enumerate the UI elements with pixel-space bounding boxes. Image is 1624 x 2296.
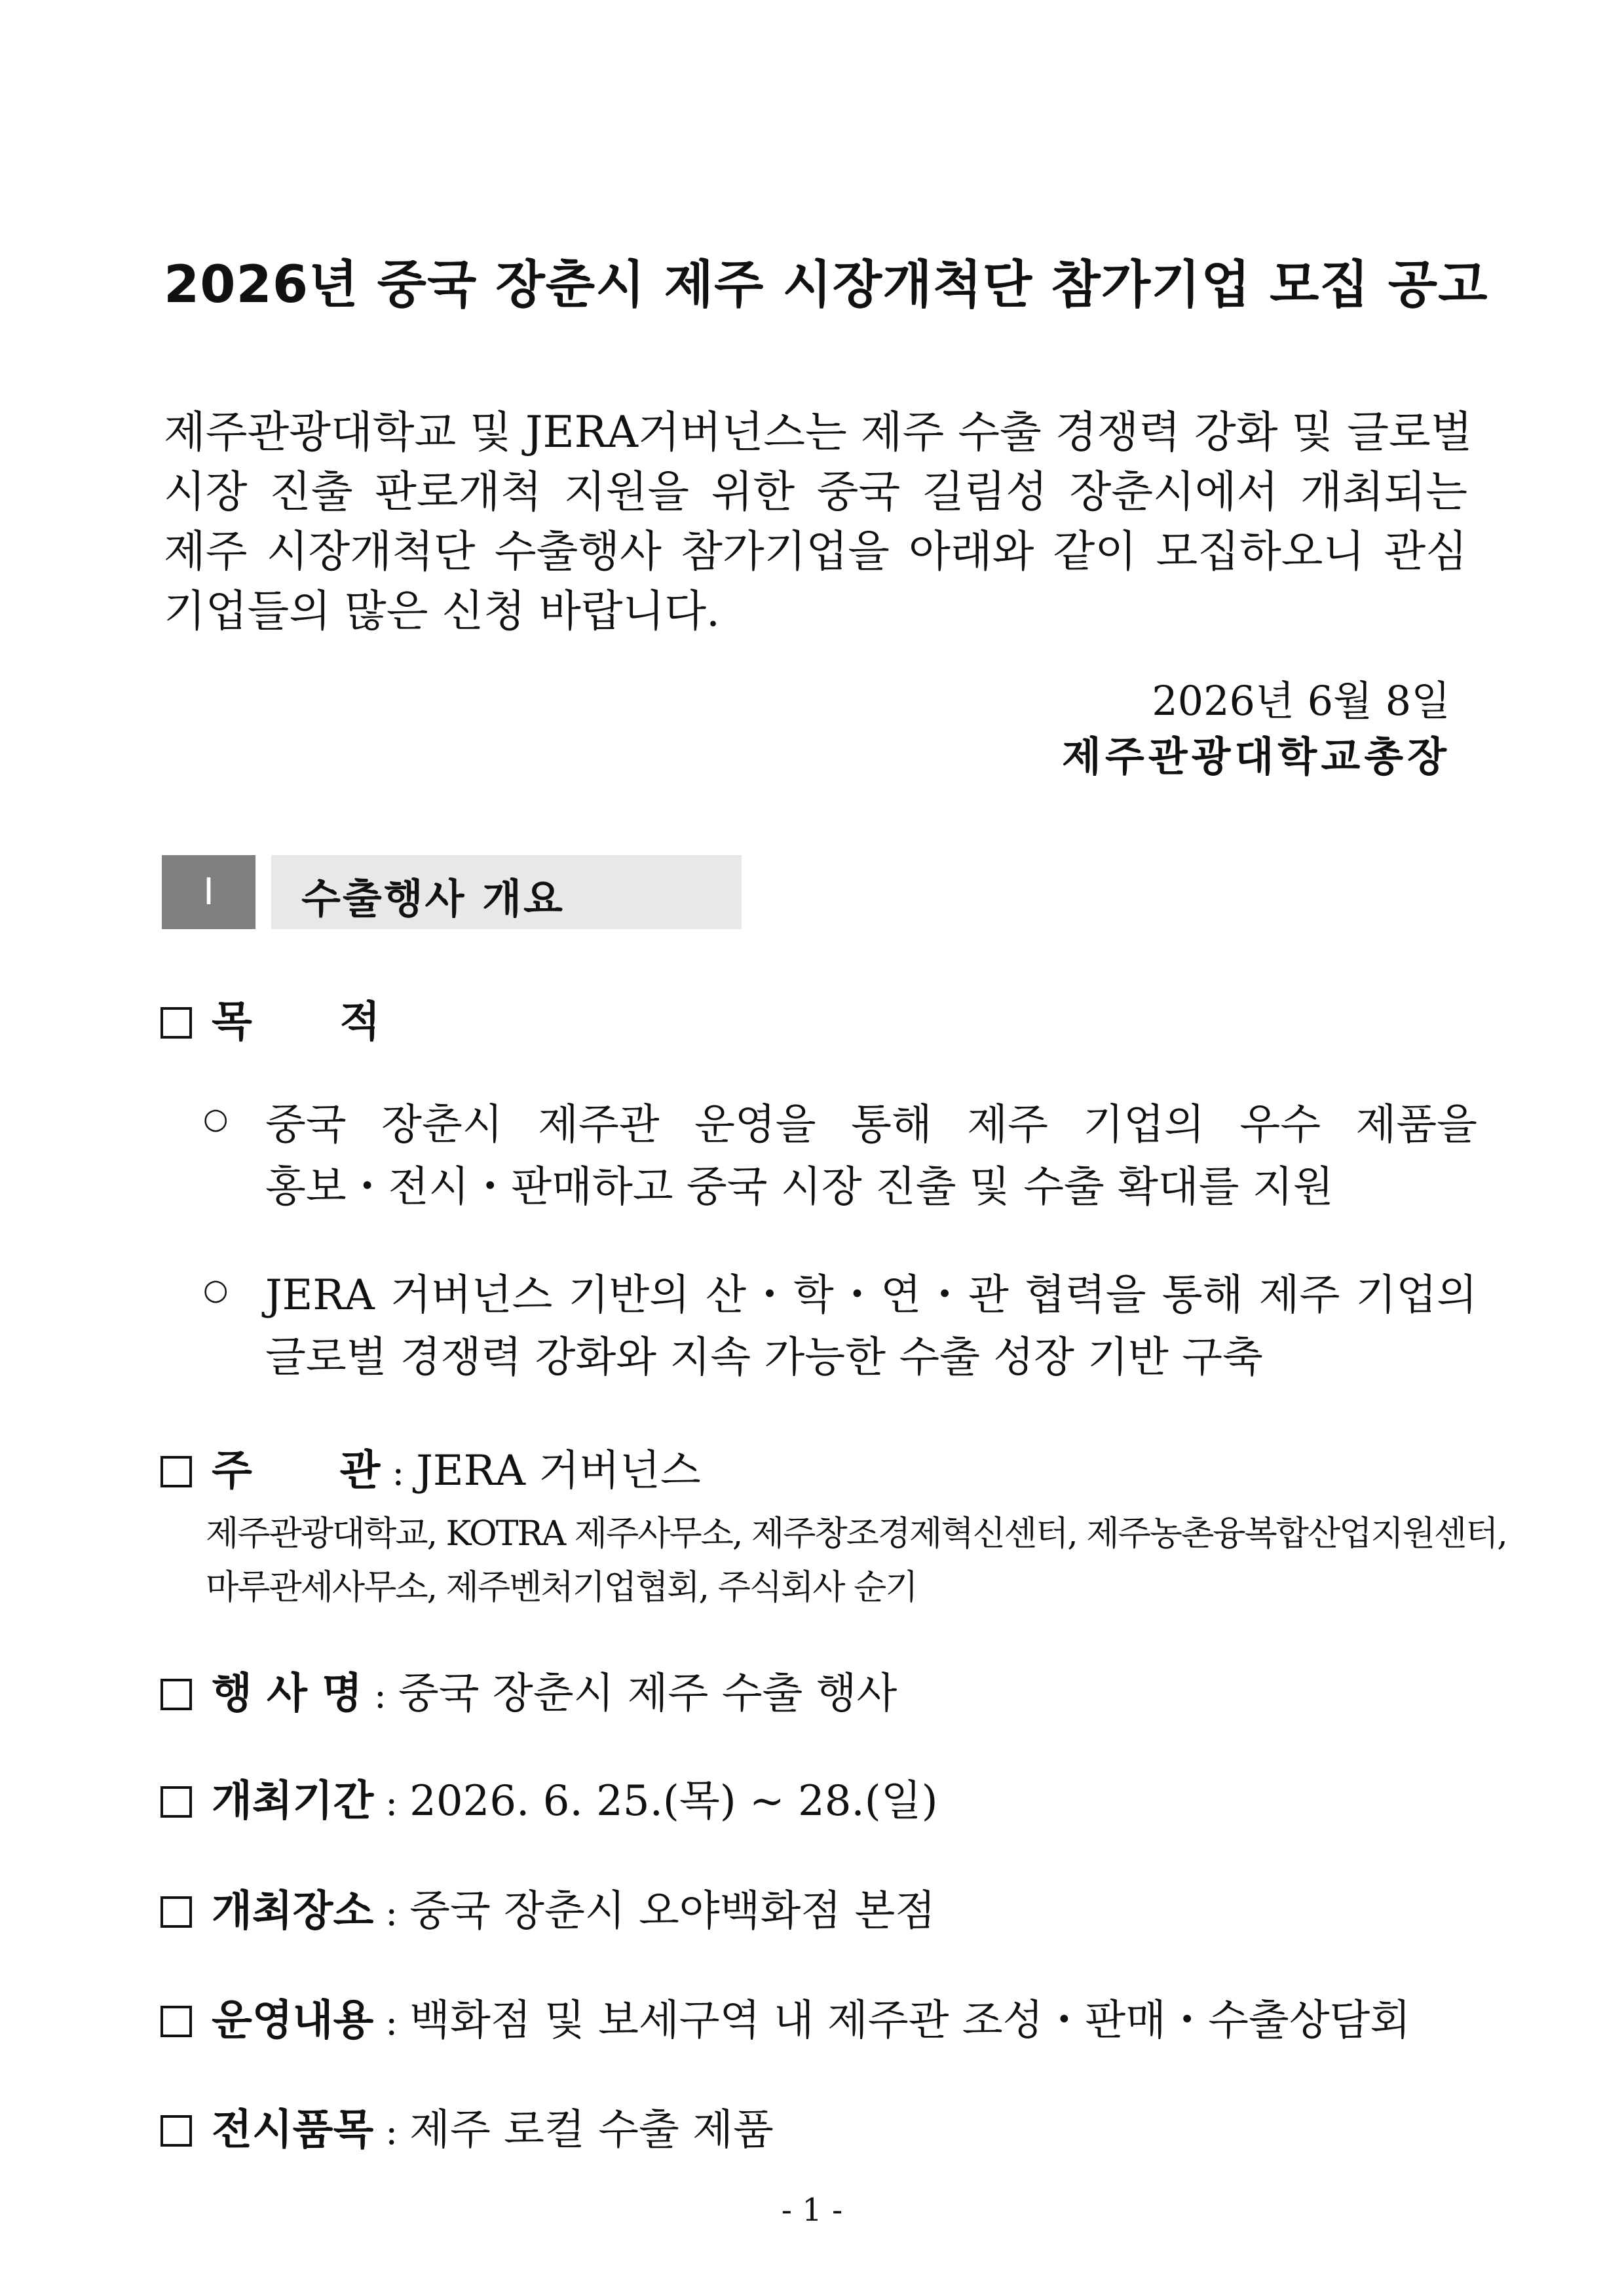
colon: : bbox=[392, 1451, 405, 1494]
checkbox-square-icon bbox=[161, 2115, 192, 2147]
circle-bullet-icon: ○ bbox=[203, 1102, 229, 1136]
event-name-item bbox=[161, 1660, 897, 1720]
venue-value: 중국 장춘시 오야백화점 본점 bbox=[409, 1887, 936, 1936]
exhibits-value: 제주 로컬 수출 제품 bbox=[409, 2106, 774, 2154]
host-value: JERA 거버넌스 bbox=[416, 1447, 701, 1495]
host-members-line: 마루관세사무소, 제주벤처기업협회, 주식회사 순기 bbox=[206, 1568, 917, 1607]
bullet-line: 중국 장춘시 제주관 운영을 통해 제주 기업의 우수 제품을 bbox=[265, 1101, 1477, 1149]
exhibits-label: 전시품목 bbox=[212, 2106, 374, 2154]
period-value: 2026. 6. 25.(목) ~ 28.(일) bbox=[409, 1777, 938, 1826]
checkbox-square-icon bbox=[161, 1679, 192, 1710]
colon: : bbox=[385, 1782, 398, 1824]
host-label: 주 관 bbox=[212, 1447, 381, 1495]
circle-bullet-icon: ○ bbox=[203, 1273, 229, 1307]
colon: : bbox=[385, 2001, 398, 2044]
purpose-item bbox=[161, 988, 380, 1048]
operation-label: 운영내용 bbox=[212, 1997, 374, 2045]
event-name-label: 행 사 명 bbox=[212, 1670, 363, 1718]
venue-label: 개최장소 bbox=[212, 1887, 374, 1936]
checkbox-square-icon bbox=[161, 1896, 192, 1928]
checkbox-square-icon bbox=[161, 1786, 192, 1818]
bullet-line: JERA 거버넌스 기반의 산・학・연・관 협력을 통해 제주 기업의 bbox=[265, 1271, 1477, 1320]
operation-value: 백화점 및 보세구역 내 제주관 조성・판매・수출상담회 bbox=[409, 1997, 1411, 2045]
purpose-label: 목 적 bbox=[212, 998, 381, 1046]
colon: : bbox=[385, 1892, 398, 1934]
notice-date: 2026년 6월 8일 bbox=[1152, 677, 1450, 725]
operation-item bbox=[161, 1987, 1410, 2047]
host-members-line: 제주관광대학교, KOTRA 제주사무소, 제주창조경제혁신센터, 제주농촌융복합산업지원센터, bbox=[206, 1514, 1507, 1554]
checkbox-square-icon bbox=[161, 1456, 192, 1487]
page-title: 2026년 중국 장춘시 제주 시장개척단 참가기업 모집 공고 bbox=[164, 256, 1488, 315]
exhibits-item bbox=[161, 2096, 774, 2156]
bullet-line: 글로벌 경쟁력 강화와 지속 가능한 수출 성장 기반 구축 bbox=[265, 1333, 1263, 1382]
checkbox-square-icon bbox=[161, 2006, 192, 2037]
section-title: 수출행사 개요 bbox=[301, 875, 565, 923]
colon: : bbox=[385, 2111, 398, 2153]
checkbox-square-icon bbox=[161, 1007, 192, 1039]
intro-line: 기업들의 많은 신청 바랍니다. bbox=[164, 586, 720, 636]
intro-line: 시장 진출 판로개척 지원을 위한 중국 길림성 장춘시에서 개최되는 bbox=[164, 467, 1467, 517]
section-number: Ⅰ bbox=[162, 855, 255, 929]
signer: 제주관광대학교총장 bbox=[1061, 733, 1450, 780]
event-name-value: 중국 장춘시 제주 수출 행사 bbox=[398, 1670, 897, 1718]
intro-line: 제주 시장개척단 수출행사 참가기업을 아래와 같이 모집하오니 관심 bbox=[164, 526, 1467, 577]
period-item bbox=[161, 1767, 938, 1827]
colon: : bbox=[374, 1674, 387, 1717]
period-label: 개최기간 bbox=[212, 1777, 374, 1826]
host-item bbox=[161, 1437, 701, 1497]
venue-item bbox=[161, 1877, 935, 1938]
intro-line: 제주관광대학교 및 JERA거버넌스는 제주 수출 경쟁력 강화 및 글로벌 bbox=[164, 407, 1473, 457]
page-number: - 1 - bbox=[781, 2192, 843, 2229]
bullet-line: 홍보・전시・판매하고 중국 시장 진출 및 수출 확대를 지원 bbox=[265, 1163, 1334, 1212]
